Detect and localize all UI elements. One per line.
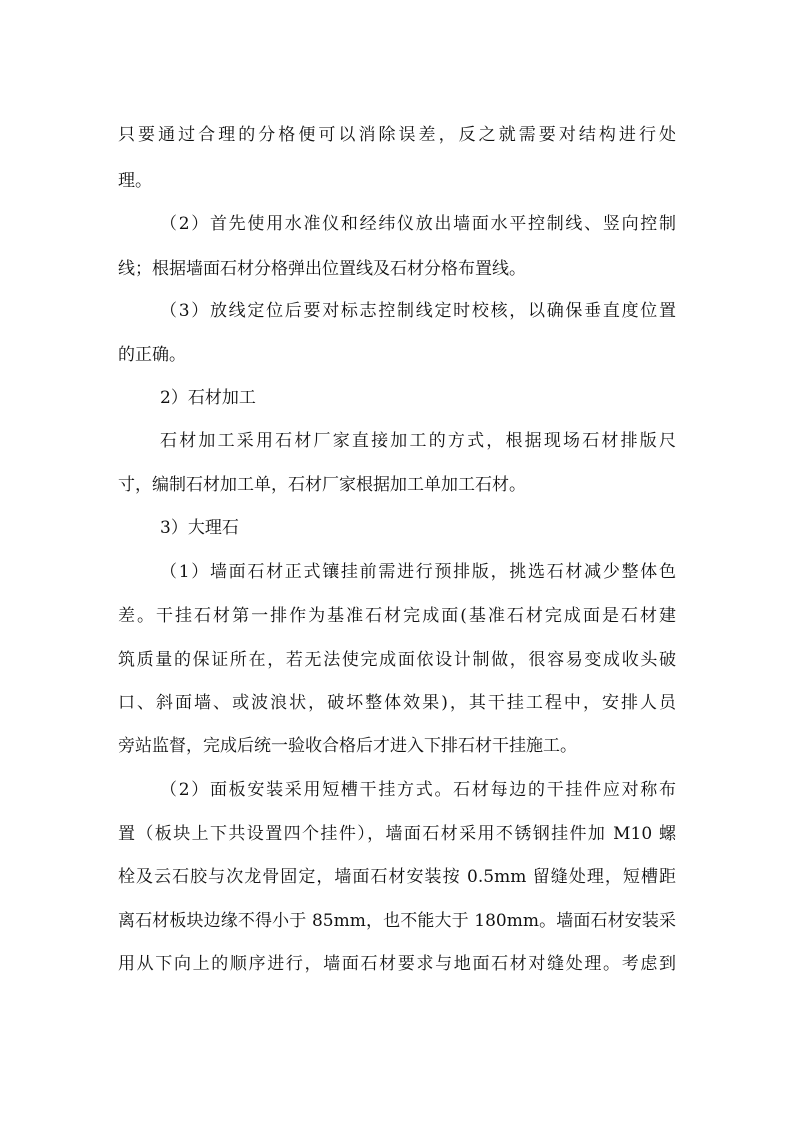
section-heading: 2）石材加工 — [160, 388, 256, 408]
paragraph-line: 线；根据墙面石材分格弹出位置线及石材分格布置线。 — [118, 259, 526, 279]
paragraph-line: 筑质量的保证所在，若无法使完成面依设计制做，很容易变成收头破 — [118, 650, 676, 670]
paragraph-line: 口、斜面墙、或波浪状，破坏整体效果)，其干挂工程中，安排人员 — [118, 693, 676, 713]
paragraph-line: 用从下向上的顺序进行，墙面石材要求与地面石材对缝处理。考虑到 — [118, 954, 676, 974]
section-heading: 3）大理石 — [160, 518, 239, 538]
paragraph-line: （3）放线定位后要对标志控制线定时校核，以确保垂直度位置 — [160, 301, 676, 321]
paragraph-line: 只要通过合理的分格便可以消除误差，反之就需要对结构进行处 — [118, 125, 676, 145]
paragraph-line: 离石材板块边缘不得小于 85mm，也不能大于 180mm。墙面石材安装采 — [118, 911, 676, 931]
paragraph-line: 栓及云石胶与次龙骨固定，墙面石材安装按 0.5mm 留缝处理，短槽距 — [118, 867, 676, 887]
paragraph-line: 旁站监督，完成后统一验收合格后才进入下排石材干挂施工。 — [118, 736, 577, 756]
paragraph-line: 的正确。 — [118, 345, 186, 365]
paragraph-line: （2）首先使用水准仪和经纬仪放出墙面水平控制线、竖向控制 — [160, 214, 676, 234]
paragraph-line: 寸，编制石材加工单，石材厂家根据加工单加工石材。 — [118, 475, 526, 495]
paragraph-line: 石材加工采用石材厂家直接加工的方式，根据现场石材排版尺 — [160, 431, 676, 451]
paragraph-line: 差。干挂石材第一排作为基准石材完成面(基准石材完成面是石材建 — [118, 606, 676, 626]
paragraph-line: 理。 — [118, 171, 152, 191]
paragraph-line: （1）墙面石材正式镶挂前需进行预排版，挑选石材减少整体色 — [160, 562, 676, 582]
paragraph-line: （2）面板安装采用短槽干挂方式。石材每边的干挂件应对称布 — [160, 780, 676, 800]
paragraph-line: 置（板块上下共设置四个挂件），墙面石材采用不锈钢挂件加 M10 螺 — [118, 824, 676, 844]
